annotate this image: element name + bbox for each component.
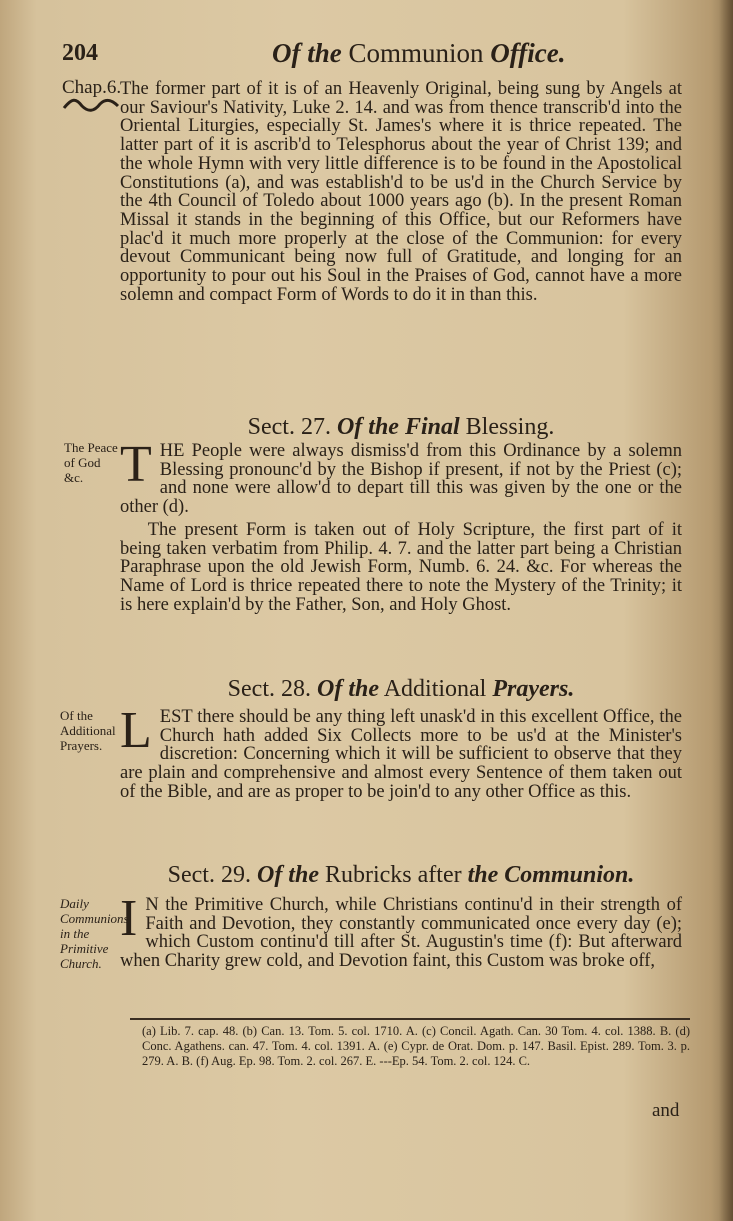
catchword: and — [652, 1100, 680, 1121]
section-27-paragraph-1: HE People were always dismiss'd from this Ordinance by a solemn Blessing pronounc'd by the Bishop if present, if not by the Priest (c); and none were allow'd to depart till this was given by the one or the other (d). — [120, 441, 682, 518]
section-29-title: Rubricks after — [324, 862, 462, 888]
running-head-prefix: Of the — [272, 38, 342, 68]
section-28-title: Additional — [383, 676, 487, 702]
section-27-title: Blessing. — [465, 414, 555, 440]
section-29-number: Sect. 29. — [167, 862, 251, 888]
section-29-dropcap: I — [120, 890, 138, 947]
section-27-number: Sect. 27. — [247, 414, 331, 440]
section-27-paragraph-2: The present Form is taken out of Holy Scripture, the first part of it being taken verbatim from Philip. 4. 7. and the latter part being a Christian Paraphrase upon the old Jewish Form, Numb. 6. 24. &c. For whereas the Name of Lord is thrice repeated there to note the Mystery of the Trinity; it is here explain'd by the Father, Son, and Holy Ghost. — [120, 519, 682, 615]
footnotes: (a) Lib. 7. cap. 48. (b) Can. 13. Tom. 5. col. 1710. A. (c) Concil. Agath. Can. 30 Tom. 4. col. 1388. B. (d) Conc. Agathens. can. 47. Tom. 4. col. 1391. A. (e) Cypr. de Orat. Dom. p. 147. Basil. Epist. 289. Tom. 3. p. 279. A. B. (f) Aug. Ep. 98. Tom. 2. col. 267. E. ---Ep. 54. Tom. 2. col. 124. C. — [142, 1024, 690, 1068]
section-27-final: Final — [404, 414, 460, 440]
running-head-suffix: Office. — [490, 38, 566, 68]
section-27-of-the: Of the — [336, 414, 399, 440]
section-29-text — [120, 890, 682, 972]
running-head-main: Communion — [348, 38, 484, 68]
ornament-icon — [62, 98, 120, 112]
chapter-label: Chap.6. — [62, 77, 122, 98]
section-27-text — [120, 436, 682, 615]
section-28-text — [120, 702, 682, 802]
margin-note-peace: The Peace of God &c. — [64, 440, 118, 485]
margin-note-daily: Daily Communions in the Primitive Church. — [60, 896, 129, 971]
intro-paragraph: The former part of it is of an Heavenly Original, being sung by Angels at our Saviour's Nativity, Luke 2. 14. and was from thence transcrib'd into the Oriental Liturgies, especially St. James's where it is thrice repeated. The latter part of it is ascrib'd to Telesphorus about the year of Christ 139; and the whole Hymn with very little difference is to be found in the Apostolical Constitutions (a), and was establish'd to be us'd in the Church Service by the 4th Council of Toledo about 1000 years ago (b). In the present Roman Missal it stands in the beginning of this Office, but our Reformers have plac'd it much more properly at the close of the Communion: for every devout Communicant being now full of Gratitude, and longing for an opportunity to pour out his Soul in the Praises of God, cannot have a more solemn and compact Form of Words to do it in than this. — [120, 79, 682, 305]
section-28-number: Sect. 28. — [227, 676, 311, 702]
section-29-of-the: Of the — [256, 862, 319, 888]
page-number: 204 — [62, 40, 98, 66]
section-29-the-communion: the Communion. — [467, 862, 635, 888]
section-27-heading — [120, 414, 682, 441]
page-gutter-shadow — [719, 0, 733, 1221]
section-28-prayers: Prayers. — [492, 676, 575, 702]
footnote-rule — [130, 1018, 690, 1020]
section-27-dropcap: T — [120, 436, 152, 493]
running-head — [272, 38, 565, 69]
section-28-of-the: Of the — [317, 676, 379, 702]
section-28-dropcap: L — [120, 702, 152, 759]
section-29-heading — [120, 862, 682, 889]
section-28-paragraph-1: EST there should be any thing left unask'd in this excellent Office, the Church hath added Six Collects more to be us'd at the Minister's discretion: Concerning which it will be sufficient to observe that they are plain and comprehensive and almost every Sentence of them taken out of the Bible, and are as proper to be join'd to any other Office as this. — [120, 707, 682, 802]
margin-note-additional: Of the Additional Prayers. — [60, 708, 116, 753]
section-28-heading — [120, 676, 682, 703]
page-header — [62, 36, 702, 76]
section-29-paragraph-1: N the Primitive Church, while Christians continu'd in their strength of Faith and Devotion, they constantly communicated once every day (e); which Custom continu'd till after St. Augustin's time (f): But afterward when Charity grew cold, and Devotion faint, this Custom was broke off, — [120, 895, 682, 972]
